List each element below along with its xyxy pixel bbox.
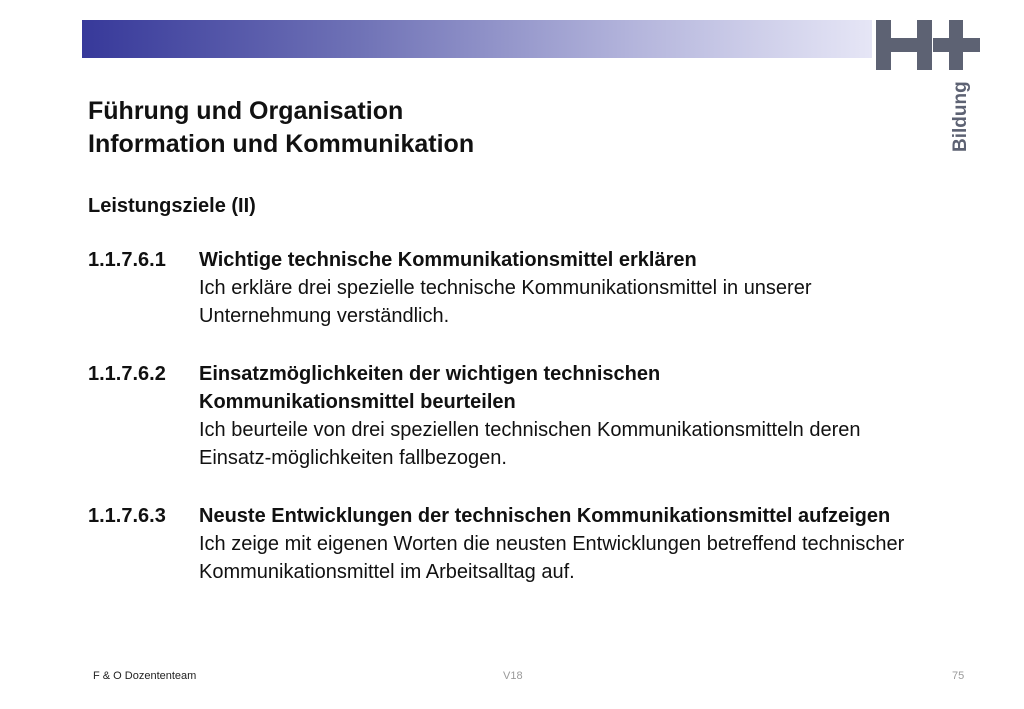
goal-description: Ich beurteile von drei speziellen technischen Kommunikationsmitteln deren Einsatz-möglichkeiten fallbezogen. <box>199 419 861 469</box>
footer-version: V18 <box>503 670 523 682</box>
title-line-2: Information und Kommunikation <box>88 130 475 158</box>
goal-description: Ich erkläre drei spezielle technische Kommunikationsmittel in unserer Unternehmung verständlich. <box>199 277 812 327</box>
goal-item-1 <box>88 246 948 330</box>
section-subtitle: Leistungsziele (II) <box>88 195 256 217</box>
goal-item-2 <box>88 360 948 472</box>
goal-description: Ich zeige mit eigenen Worten die neusten Entwicklungen betreffend technischer Kommunikationsmittel im Arbeitsalltag auf. <box>199 533 905 583</box>
footer-author: F & O Dozententeam <box>93 670 197 682</box>
goal-number: 1.1.7.6.3 <box>88 505 166 527</box>
h-plus-bildung-logo <box>874 18 982 158</box>
logo-word: Bildung <box>950 81 971 152</box>
goal-heading: Wichtige technische Kommunikationsmittel erklären <box>199 249 697 271</box>
header-banner <box>82 20 872 58</box>
page-title <box>88 95 474 161</box>
goal-number: 1.1.7.6.2 <box>88 363 166 385</box>
page-number: 75 <box>952 670 965 682</box>
goal-item-3 <box>88 502 948 586</box>
goal-number: 1.1.7.6.1 <box>88 249 166 271</box>
goal-heading: Einsatzmöglichkeiten der wichtigen technischen Kommunikationsmittel beurteilen <box>199 363 661 413</box>
goal-heading: Neuste Entwicklungen der technischen Kommunikationsmittel aufzeigen <box>199 505 891 527</box>
title-line-1: Führung und Organisation <box>88 97 404 125</box>
